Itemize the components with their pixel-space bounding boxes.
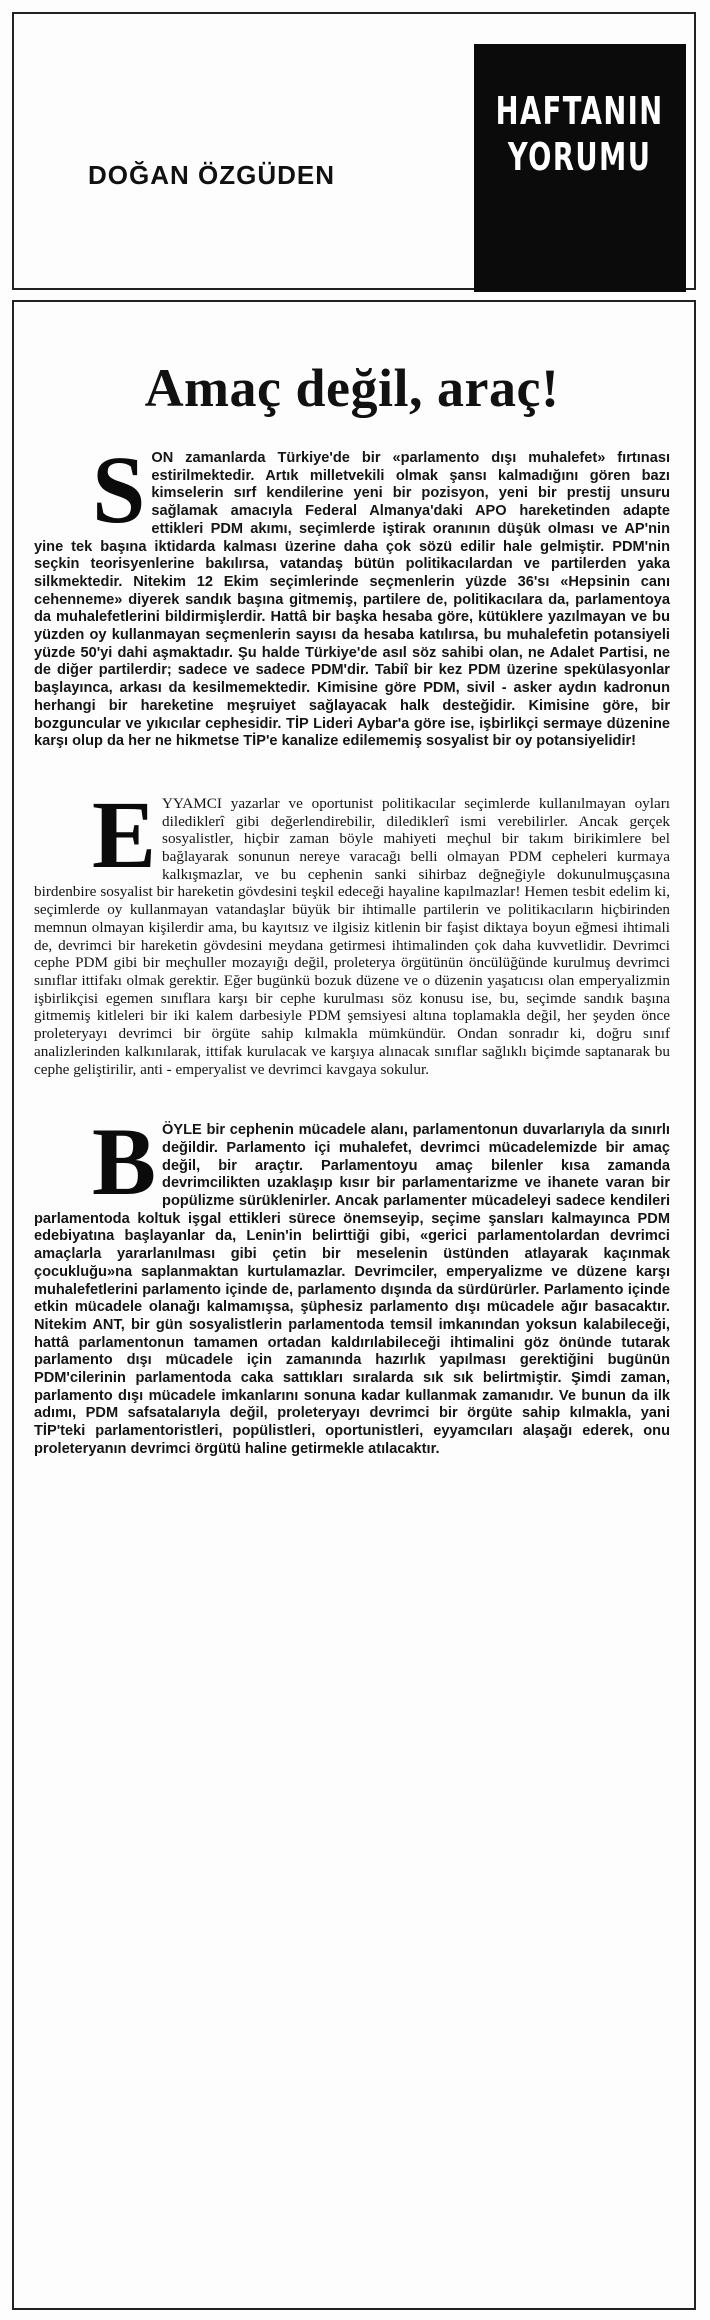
column-badge-line-2: YORUMU xyxy=(508,135,652,179)
article-paragraph xyxy=(34,1108,670,1458)
article-section-2 xyxy=(34,780,670,1078)
drop-cap: S xyxy=(92,436,146,543)
paragraph-text: YYAMCI yazarlar ve oportunist politikacılar seçimlerde kullanılmayan oyları dilediklerî gibi değerlendirebilir, dilediklerî ismi verebilirler. Ancak gerçek sosyalistler, hiçbir zaman böyle mahiyeti meçhul bir takım birikimlere bel bağlayarak sonunun nereye varacağı belli olmayan PDM cepheleri kurmaya kalkışmazlar, ve bu cephenin sanki sihirbaz değneğiyle dokunulmuşçasına birdenbire sosyalist bir hareketin gövdesini teşkil edeceği hayaline kapılmazlar! Hemen tesbit edelim ki, seçimlerde oy kullanmayan vatandaşlar büyük bir ihtimalle partilerin ve politikacıların hiçbirinden memnun olmayan kişilerdir ama, bu kayıtsız ve ilgisiz kitlenin bir faşist diktaya boyun eğmesi ihtimali de, devrimci bir hareketin gövdesini meydana getirmesi ihtimalinden çok daha kuvvetlidir. Devrimci cephe PDM gibi bir meçhuller mozayığı değil, proleterya örgütünün öncülüğünde kurulmuş devrimci sınıflar ittifakı olmak gerektir. Eğer bugünkü bozuk düzene ve o düzenin yaşatıcısı olan emperyalizmin işbirlikçisi egemen sınıflara karşı bir cephe kurulması söz konusu ise, bu, seçimde sandık başına gitmemiş kitleleri bir iki kalem darbesiyle PDM şemsiyesi altına toplamakla değil, her şeyden önce proleteryayı devrimci bir örgüte sahip kılmakla mümkündür. Ondan sonradır ki, doğru sınıf analizlerinden kalkınılarak, ittifak kurulacak ve karşıya alınacak sınıflar sağlıklı biçimde saptanarak bu cephe geliştirilir, anti - emperyalist ve devrimci kavgaya sokulur. xyxy=(34,794,670,1078)
drop-cap: B xyxy=(92,1108,157,1216)
article-paragraph xyxy=(34,780,670,1078)
article-headline: Amaç değil, araç! xyxy=(144,358,560,418)
author-name: DOĞAN ÖZGÜDEN xyxy=(88,160,335,190)
column-header-box xyxy=(12,12,696,290)
article-box xyxy=(12,300,696,2310)
article-section-1 xyxy=(34,436,670,751)
article-paragraph xyxy=(34,436,670,751)
article-section-3 xyxy=(34,1108,670,1458)
drop-cap: E xyxy=(92,780,157,888)
paragraph-text: ÖYLE bir cephenin mücadele alanı, parlamentonun duvarlarıyla da sınırlı değildir. Parlamento içi muhalefet, devrimci mücadelemizde bir amaç değil, bir araçtır. Parlamentoyu amaç bilenler kısa zamanda devrimcilikten uzaklaşıp kısır bir parlamentarizme ve ihanete varan bir popülizme sürüklenirler. Ancak parlamenter mücadeleyi sadece kendileri parlamentoda koltuk işgal ettikleri sürece önemseyip, seçime şansları kalmayınca PDM edebiyatına başlayanlar da, Lenin'in belirttiği gibi, «gerici parlamentolardan devrimci amaçlarla yararlanılması gibi çetin bir meselenin üstünden atlayarak kaçınmak çocukluğu»na saplanmaktan kurtulamazlar. Devrimciler, emperyalizme ve düzene karşı muhalefetlerini parlamento içinde de, parlamento dışında da sürdürürler. Parlamento içinde etkin mücadele olanağı kalmamışsa, şüphesiz parlamento dışı mücadele ağır basacaktır. Nitekim ANT, bir gün sosyalistlerin parlamentoda temsil imkanından yoksun kalabileceği, hattâ parlamentonun tamamen ortadan kaldırılabileceği ihtimalini göz önünde tutarak parlamento dışı mücadele için zamanında hazırlık yapılması gerektiğini bugünün PDM'cilerinin parlamentoda caka sattıkları sıralarda sık sık belirtmiştir. Şimdi zaman, parlamento dışı mücadele imkanlarını sonuna kadar kullanmak zamanıdır. Ve bunun da ilk adımı, PDM safsatalarıyla değil, proleteryayı devrimci bir örgüte sahip kılmakla, yani TİP'teki parlamentoristleri, popülistleri, oportunistleri, eyyamcıları alaşağı ederek, onu proleteryanın devrimci örgütü haline getirmekle atılacaktır. xyxy=(34,1122,670,1457)
column-badge-line-1: HAFTANIN xyxy=(496,89,664,133)
column-badge xyxy=(474,44,686,292)
paragraph-text: ON zamanlarda Türkiye'de bir «parlamento dışı muhalefet» fırtınası estirilmektedir. Artık milletvekili olmak şansı kalmadığını gören bazı kimselerin sırf kendilerine yeni bir pozisyon, yeni bir prestij unsuru sağlamak amacıyla Federal Almanya'daki APO hareketinden adapte ettikleri PDM akımı, seçimlerde iştirak oranının düşük olması ve AP'nin yine tek başına iktidarda kalması üzerine daha çok sözü edilir hale gelmiştir. PDM'nin seçkin teorisyenlerine bakılırsa, vatandaş bütün politikacılardan ve partilerden yaka silkmektedir. Nitekim 12 Ekim seçimlerinde seçmenlerin yüzde 36'sı «Hepsinin canı cehenneme» diyerek sandık başına gitmemiş, partilere de, politikacılara da, parlamentoya da muhalefetlerini bildirmişlerdir. Hattâ bir başka hesaba göre, kütüklere yazılmayan ve bu yüzden oy kullanmayan seçmenlerin sayısı da hesaba katılırsa, bu muhalefetin potansiyeli yüzde 50'yi dahi aşmaktadır. Şu halde Türkiye'de asıl söz sahibi olan, ne Adalet Partisi, ne de diğer partilerdir; sadece ve sadece PDM'dir. Tabiî bir kez PDM üzerine spekülasyonlar başlayınca, arkası da kesilmemektedir. Kimisine göre PDM, sivil - asker aydın kadronun herhangi bir hareketine meşruiyet sağlayacak halk desteğidir. Kimisine göre, bir bozguncular ve yıkıcılar cephesidir. TİP Lideri Aybar'a göre ise, işbirlikçi sermaye düzenine karşı olup da her ne hikmetse TİP'e kanalize edilememiş sosyalist bir oy potansiyelidir! xyxy=(34,450,670,750)
